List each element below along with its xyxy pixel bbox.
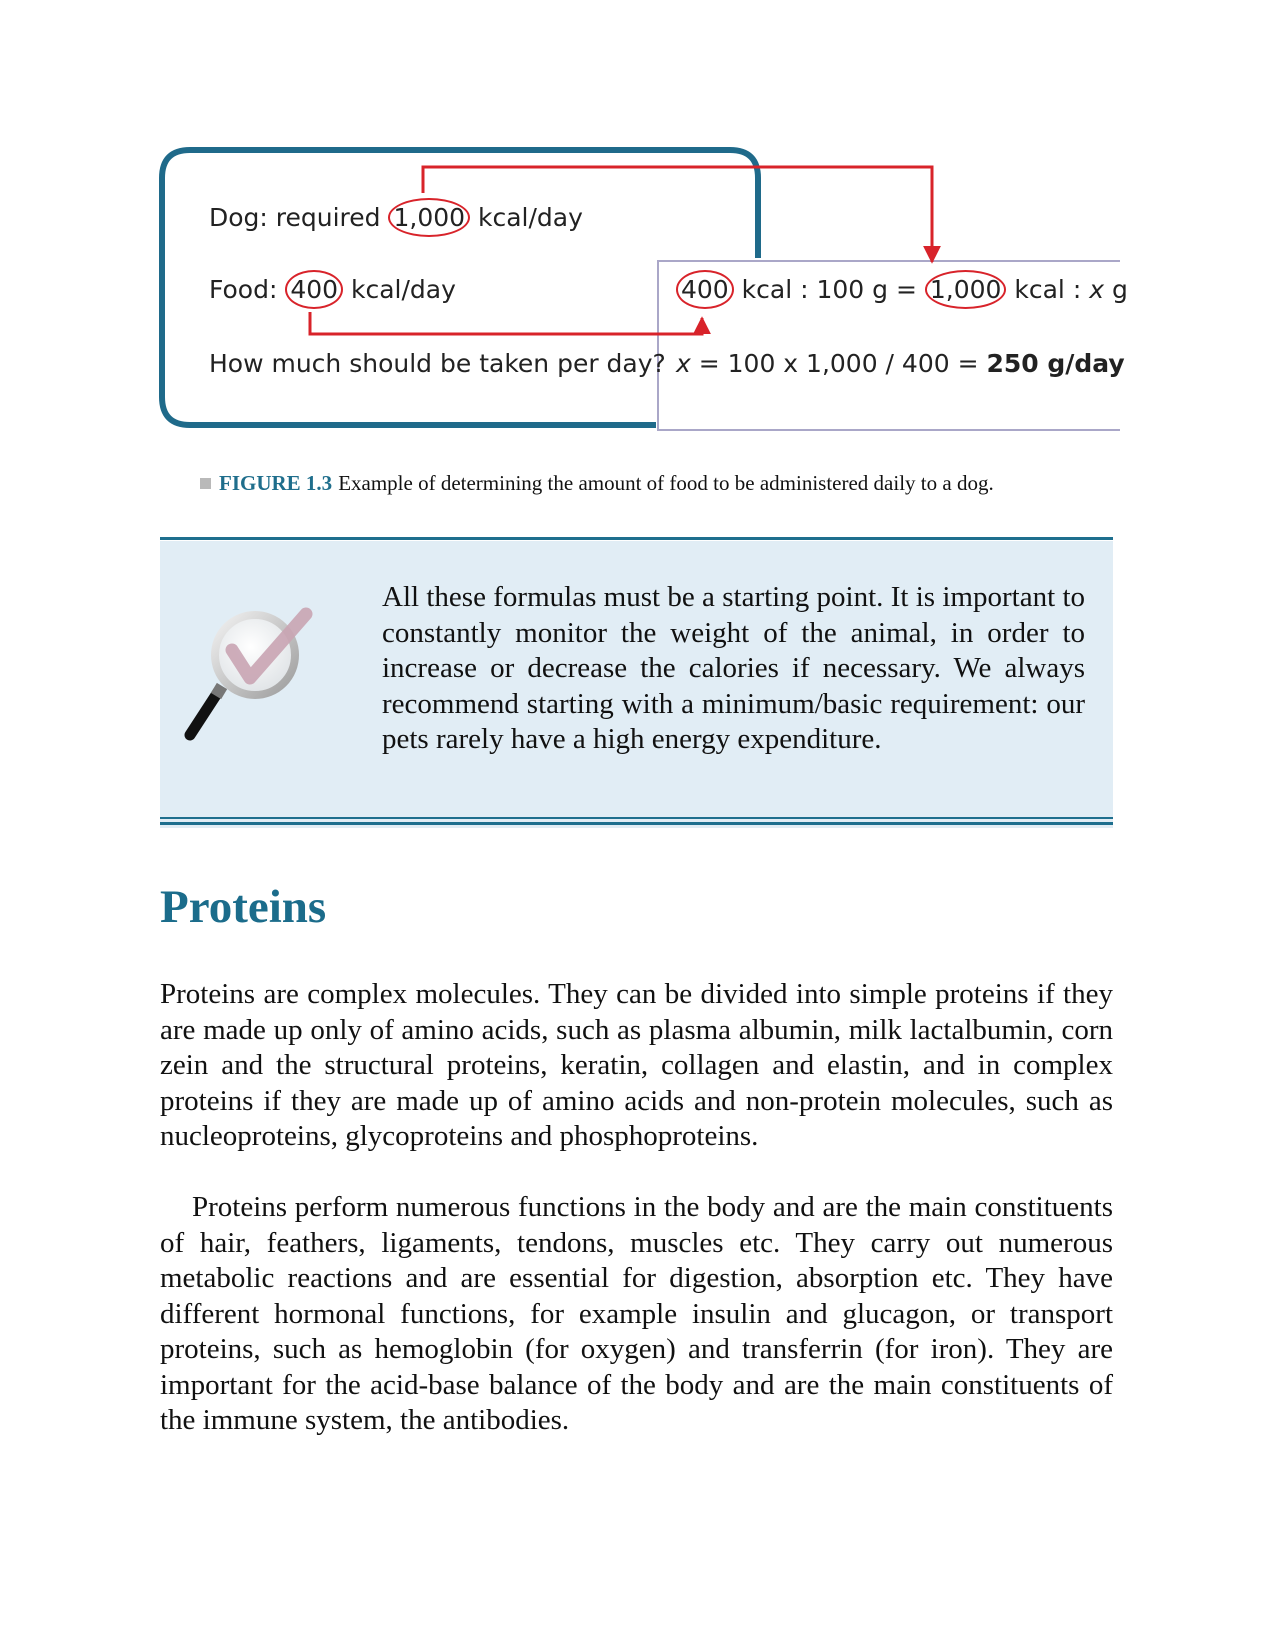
note-bottom-rule-thin	[160, 817, 1113, 819]
food-energy-line	[209, 277, 456, 302]
dog-kcal-circled: 1,000	[388, 198, 470, 237]
proportion-food-kcal: 400	[676, 270, 734, 309]
arrow-food-energy	[310, 312, 702, 334]
proportion-variable: x	[1089, 275, 1104, 304]
proportion-part-2: kcal :	[1006, 275, 1090, 304]
question-line: How much should be taken per day?	[209, 349, 666, 378]
solution-result: 250 g/day	[986, 349, 1125, 378]
body-paragraph-2: Proteins perform numerous functions in the body and are the main constituents of hair, feathers, ligaments, tendons, muscles etc. They carry out numerous metabolic reactions and are essential for digestion, absorption etc. They have different hormonal functions, for example insulin and glucagon, or transport proteins, such as hemoglobin (for oxygen) and transferrin (for iron). They are important for the acid-base balance of the body and are the main constituents of the immune system, the antibodies.	[160, 1191, 1113, 1436]
figure-caption	[200, 471, 994, 496]
dog-label: Dog: required	[209, 203, 389, 232]
solution-line	[676, 351, 1125, 376]
caption-marker-icon	[200, 478, 211, 489]
section-title: Proteins	[160, 881, 327, 933]
food-label: Food:	[209, 275, 286, 304]
food-unit: kcal/day	[343, 275, 456, 304]
solution-variable: x	[676, 349, 691, 378]
solution-expression: = 100 x 1,000 / 400 =	[690, 349, 987, 378]
caption-label: FIGURE 1.3	[219, 471, 333, 495]
figure-dog-food-calculation	[0, 0, 1275, 440]
proportion-dog-kcal: 1,000	[925, 270, 1007, 309]
proportion-unit: g	[1104, 275, 1128, 304]
proportion-part-1: kcal : 100 g =	[733, 275, 925, 304]
food-kcal-circled: 400	[285, 270, 343, 309]
caption-text: Example of determining the amount of food to be administered daily to a dog.	[338, 471, 994, 495]
proportion-line	[676, 277, 1128, 302]
dog-requirement-line	[209, 205, 583, 230]
note-top-rule	[160, 537, 1113, 540]
body-paragraph-1: Proteins are complex molecules. They can be divided into simple proteins if they are made up only of amino acids, such as plasma albumin, milk lactalbumin, corn zein and the structural proteins, keratin, collagen and elastin, and in complex proteins if they are made up of amino acids and non-protein molecules, such as nucleoproteins, glycoproteins and phosphoproteins.	[160, 978, 1113, 1152]
note-bottom-rule	[160, 822, 1113, 825]
note-text: All these formulas must be a starting point. It is important to constantly monitor the weight of the animal, in order to increase or decrease the calories if necessary. We always recommend starting with a minimum/basic requirement: our pets rarely have a high energy expenditure.	[382, 581, 1085, 755]
magnifier-check-icon	[180, 600, 330, 750]
dog-unit: kcal/day	[470, 203, 583, 232]
